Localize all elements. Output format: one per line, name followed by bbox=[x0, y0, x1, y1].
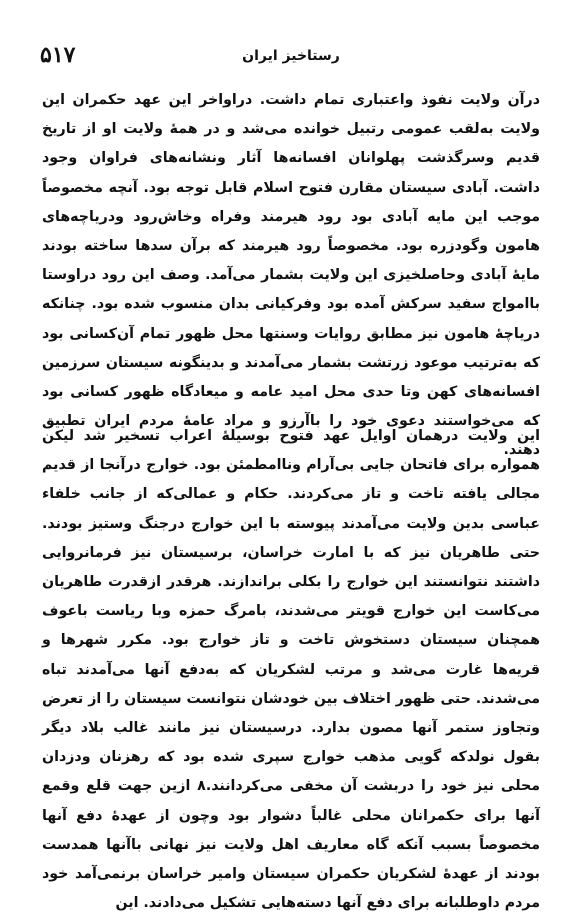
paragraph: درآن ولایت نفوذ واعتباری تمام داشت. دراواخر این عهد حکمران این ولایت به‌لقب عمومی رتبیل خوانده می‌شد و در همهٔ ولایت او از تاریخ قدیم وسرگذشت پهلوانان افسانه‌ها آثار ونشانه‌های فراوان وجود داشت. آبادی سیستان مقارن فتوح اسلام قابل توجه بود. آنچه مخصوصاً موجب این مایه آبادی بود رود هیرمند وفراه وخاش‌رود ودریاچه‌های هامون وگودزره بود. مخصوصاً رود هیرمند که برآن سدها ساخته بودند مایهٔ آبادی وحاصلخیزی این ولایت بشمار می‌آمد. وصف این رود دراوستا باامواج سفید سرکش آمده بود وفرکیانی بدان منسوب شده بود. چنانکه دریاچهٔ هامون نیز مطابق روایات وسنتها محل ظهور تمام آن‌کسانی بود که به‌ترتیب موعود زرتشت بشمار می‌آمدند و بدینگونه سیستان سرزمین افسانه‌های کهن وتا حدی محل امید عامه و میعادگاه ظهور کسانی بود که می‌خواستند دعوی خود را باآرزو و مراد عامهٔ مردم ایران تطبیق دهند. bbox=[42, 92, 540, 459]
text-block-top bbox=[42, 86, 540, 466]
paragraph: این ولایت درهمان اوایل عهد فتوح بوسیلهٔ اعراب تسخیر شد لیکن همواره برای فاتحان جایی بی‌آرام وناامطمئن بود. خوارج درآنجا از قدیم مجالی یافته تاخت و تاز می‌کردند. حکام و عمالی‌که از جانب خلفاء عباسی بدین ولایت می‌آمدند پیوسته با این خوارج درجنگ وستیز بودند. حتی طاهریان نیز که با امارت خراسان، برسیستان نیز فرمانروایی داشتند نتوانستند این خوارج را بکلی براندازند. هرقدر ازقدرت طاهریان می‌کاست این خوارج قویتر می‌شدند، بامرگ حمزه وبا ریاست باعوف همچنان سیستان دستخوش تاخت و تاز خوارج بود. مکرر شهرها و قریه‌ها غارت می‌شد و مرتب لشکریان که به‌دفع آنها می‌آمدند تباه می‌شدند. حتی ظهور اختلاف بین خودشان نتوانست سیستان را از تعرض وتجاوز ستمر آنها مصون بدارد. درسیستان نیز مانند غالب بلاد دیگر بقول نولدکه گویی مذهب خوارج سپری شده بود که رهزنان ودزدان محلی نیز خود را دربشت آن مخفی می‌کردانند.۸ ازین جهت قلع وقمع آنها برای حکمرانان محلی غالباً دشوار بود وچون از عهدهٔ دفع آنها مخصوصاً بسبب آنکه گاه معاریف اهل ولایت نیز نهانی باآنها همدست بودند از عهدهٔ لشکریان حکمران سیستان وامیر خراسان برنمی‌آمد خود مردم داوطلبانه برای دفع آنها دسته‌هایی تشکیل می‌دادند. این bbox=[42, 428, 540, 912]
page-number: ۵۱۷ bbox=[40, 42, 76, 68]
text-block-bottom bbox=[42, 422, 540, 918]
page-header bbox=[40, 42, 542, 76]
running-title: رستاخیز ایران bbox=[242, 48, 340, 64]
